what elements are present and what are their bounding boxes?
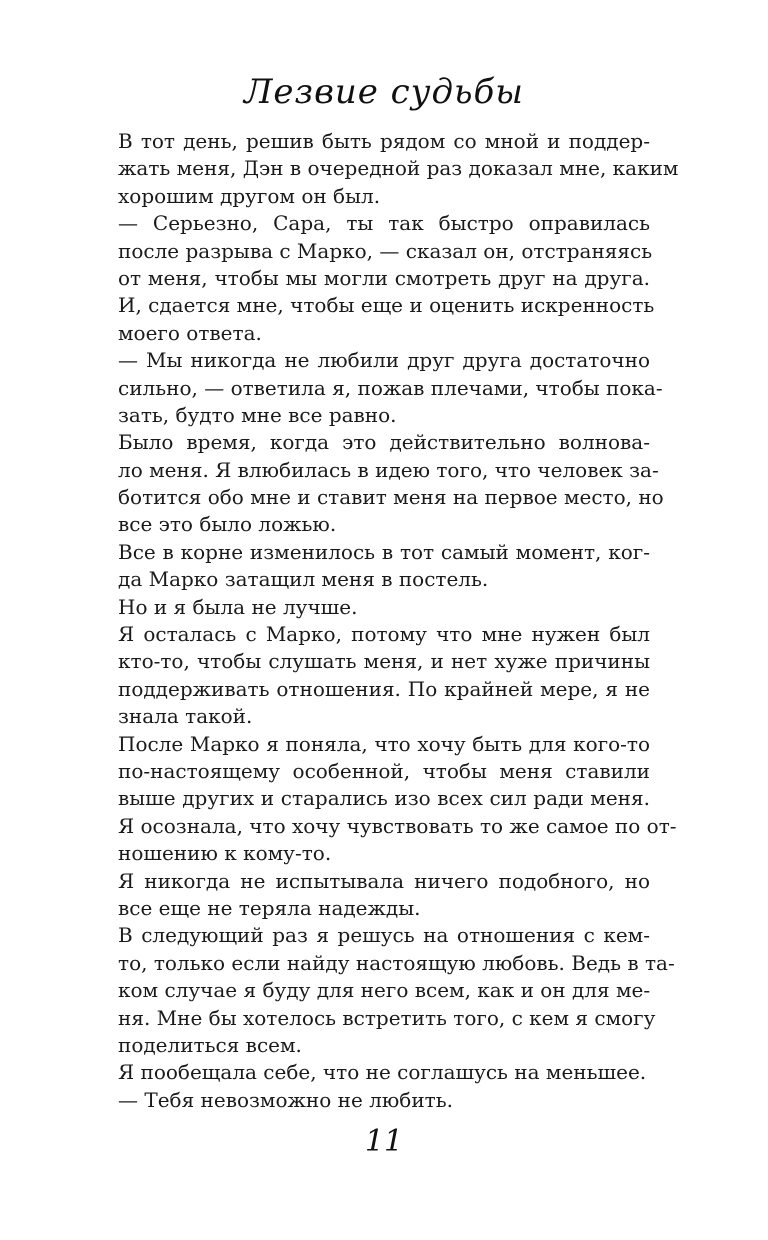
text-line: ня. Мне бы хотелось встретить того, с кем я смогу: [118, 1005, 656, 1030]
text-line: хорошим другом он был.: [118, 183, 381, 208]
text-line: знала такой.: [118, 704, 253, 729]
text-line: ло меня. Я влюбилась в идею того, что человек за-: [118, 457, 659, 482]
text-line: После Марко я поняла, что хочу быть для кого-то: [118, 731, 650, 756]
text-line: Я пообещала себе, что не соглашусь на меньшее.: [118, 1060, 647, 1085]
text-line: — Серьезно, Сара, ты так быстро оправилась: [118, 211, 650, 236]
text-line: Было время, когда это действительно волнова-: [118, 430, 650, 455]
text-line: по-настоящему особенной, чтобы меня ставили: [118, 758, 650, 783]
text-line: Я осознала, что хочу чувствовать то же самое по от-: [118, 813, 677, 838]
text-line: выше других и старались изо всех сил ради меня.: [118, 786, 650, 811]
running-title: Лезвие судьбы: [244, 72, 524, 112]
text-line: моего ответа.: [118, 320, 262, 345]
text-line: ношению к кому-то.: [118, 841, 332, 866]
text-line: — Мы никогда не любили друг друга достаточно: [118, 348, 650, 373]
text-line: жать меня, Дэн в очередной раз доказал мне, каким: [118, 156, 679, 181]
text-line: ботится обо мне и ставит меня на первое место, но: [118, 485, 664, 510]
text-line: все еще не теряла надежды.: [118, 895, 421, 920]
text-line: В тот день, решив быть рядом со мной и поддер-: [118, 129, 650, 153]
text-line: поделиться всем.: [118, 1032, 302, 1057]
text-line: В следующий раз я решусь на отношения с кем-: [118, 923, 650, 948]
text-line: Но и я была не лучше.: [118, 594, 358, 619]
text-line: все это было ложью.: [118, 512, 337, 537]
text-line: Все в корне изменилось в тот самый момент, ког-: [118, 539, 650, 564]
text-line: ком случае я буду для него всем, как и он для ме-: [118, 978, 651, 1003]
text-line: то, только если найду настоящую любовь. Ведь в та-: [118, 950, 675, 975]
text-line: поддерживать отношения. По крайней мере, я не: [118, 676, 650, 701]
text-line: сильно, — ответила я, пожав плечами, чтобы пока-: [118, 375, 663, 400]
text-line: кто-то, чтобы слушать меня, и нет хуже причины: [118, 649, 650, 674]
body-text: [118, 128, 679, 1114]
text-line: Я никогда не испытывала ничего подобного, но: [118, 868, 650, 893]
text-line: после разрыва с Марко, — сказал он, отстраняясь: [118, 238, 653, 263]
text-line: — Тебя невозможно не любить.: [118, 1087, 453, 1112]
text-line: И, сдается мне, чтобы еще и оценить искренность: [118, 293, 655, 318]
page-number: 11: [364, 1124, 404, 1159]
text-line: да Марко затащил меня в постель.: [118, 567, 489, 592]
text-line: зать, будто мне все равно.: [118, 402, 397, 427]
text-line: от меня, чтобы мы могли смотреть друг на друга.: [118, 265, 650, 290]
text-line: Я осталась с Марко, потому что мне нужен был: [118, 622, 650, 647]
